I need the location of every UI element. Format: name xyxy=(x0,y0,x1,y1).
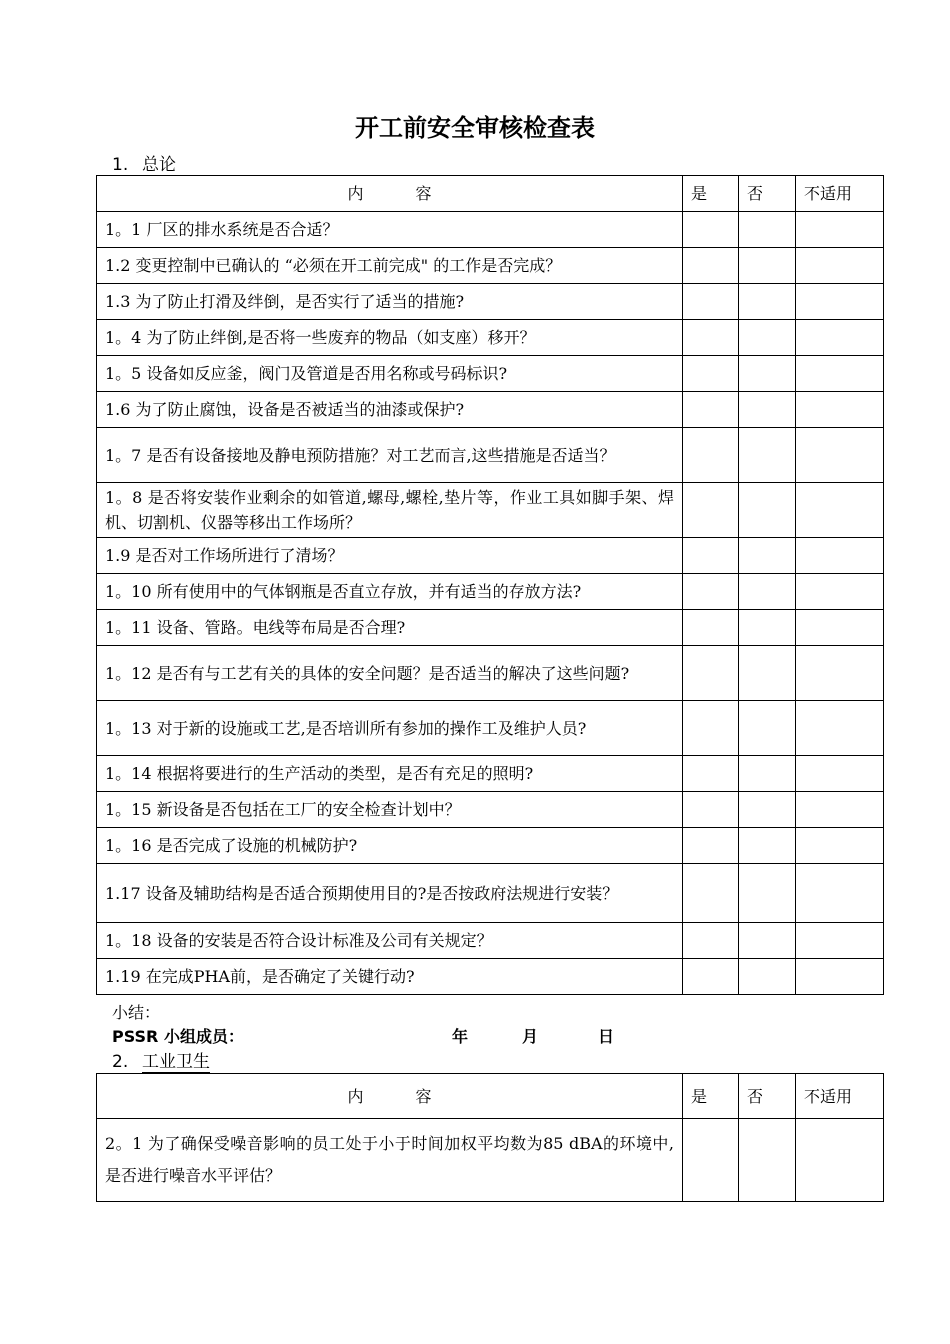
table-row xyxy=(97,483,884,538)
no-cell[interactable] xyxy=(739,574,796,610)
item-text: 1。13 对于新的设施或工艺,是否培训所有参加的操作工及维护人员? xyxy=(97,701,683,756)
date-day-label: 日 xyxy=(598,1027,615,1046)
section-1-title: 总论 xyxy=(142,155,176,175)
content-column-header: 内 容 xyxy=(97,1074,683,1119)
na-cell[interactable] xyxy=(796,864,884,923)
yes-cell[interactable] xyxy=(683,792,739,828)
section-1-number: 1. xyxy=(112,155,129,175)
item-text: 1.2 变更控制中已确认的 “必须在开工前完成" 的工作是否完成？ xyxy=(97,248,683,284)
summary-label: 小结： xyxy=(112,1003,161,1022)
na-cell[interactable] xyxy=(796,392,884,428)
na-cell[interactable] xyxy=(796,320,884,356)
table-row xyxy=(97,1119,884,1202)
yes-cell[interactable] xyxy=(683,356,739,392)
yes-cell[interactable] xyxy=(683,701,739,756)
item-text: 1。4 为了防止绊倒,是否将一些废弃的物品（如支座）移开？ xyxy=(97,320,683,356)
no-cell[interactable] xyxy=(739,248,796,284)
item-text: 1。18 设备的安装是否符合设计标准及公司有关规定？ xyxy=(97,923,683,959)
na-cell[interactable] xyxy=(796,923,884,959)
na-cell[interactable] xyxy=(796,701,884,756)
table-row xyxy=(97,864,884,923)
yes-cell[interactable] xyxy=(683,610,739,646)
section-2-heading xyxy=(112,1047,210,1072)
yes-cell[interactable] xyxy=(683,483,739,538)
no-cell[interactable] xyxy=(739,701,796,756)
table-row xyxy=(97,320,884,356)
no-cell[interactable] xyxy=(739,212,796,248)
item-text: 1。14 根据将要进行的生产活动的类型，是否有充足的照明? xyxy=(97,756,683,792)
no-cell[interactable] xyxy=(739,646,796,701)
item-text: 1。12 是否有与工艺有关的具体的安全问题？是否适当的解决了这些问题? xyxy=(97,646,683,701)
no-column-header: 否 xyxy=(739,176,796,212)
table-row xyxy=(97,428,884,483)
item-text: 2。1 为了确保受噪音影响的员工处于小于时间加权平均数为85 dBA的环境中,是否进行噪音水平评估？ xyxy=(97,1119,683,1202)
na-column-header: 不适用 xyxy=(796,1074,884,1119)
yes-cell[interactable] xyxy=(683,538,739,574)
table-row xyxy=(97,538,884,574)
date-month-label: 月 xyxy=(522,1027,539,1046)
na-cell[interactable] xyxy=(796,483,884,538)
no-cell[interactable] xyxy=(739,356,796,392)
no-cell[interactable] xyxy=(739,828,796,864)
yes-cell[interactable] xyxy=(683,212,739,248)
table-row xyxy=(97,248,884,284)
item-text: 1。10 所有使用中的气体钢瓶是否直立存放，并有适当的存放方法? xyxy=(97,574,683,610)
content-column-header: 内 容 xyxy=(97,176,683,212)
yes-cell[interactable] xyxy=(683,646,739,701)
table-row xyxy=(97,959,884,995)
no-cell[interactable] xyxy=(739,428,796,483)
na-cell[interactable] xyxy=(796,574,884,610)
no-cell[interactable] xyxy=(739,792,796,828)
table-row xyxy=(97,828,884,864)
table-row xyxy=(97,356,884,392)
na-cell[interactable] xyxy=(796,284,884,320)
na-cell[interactable] xyxy=(796,356,884,392)
item-text: 1。1 厂区的排水系统是否合适？ xyxy=(97,212,683,248)
no-cell[interactable] xyxy=(739,483,796,538)
no-cell[interactable] xyxy=(739,959,796,995)
na-cell[interactable] xyxy=(796,610,884,646)
yes-cell[interactable] xyxy=(683,320,739,356)
na-cell[interactable] xyxy=(796,1119,884,1202)
yes-cell[interactable] xyxy=(683,1119,739,1202)
na-cell[interactable] xyxy=(796,959,884,995)
yes-cell[interactable] xyxy=(683,828,739,864)
yes-column-header: 是 xyxy=(683,176,739,212)
section-1-table xyxy=(96,175,884,995)
na-cell[interactable] xyxy=(796,756,884,792)
item-text: 1。8 是否将安装作业剩余的如管道,螺母,螺栓,垫片等，作业工具如脚手架、焊机、切割机、仪器等移出工作场所？ xyxy=(97,483,683,538)
na-cell[interactable] xyxy=(796,248,884,284)
yes-cell[interactable] xyxy=(683,959,739,995)
no-cell[interactable] xyxy=(739,1119,796,1202)
yes-cell[interactable] xyxy=(683,756,739,792)
yes-cell[interactable] xyxy=(683,428,739,483)
pssr-members-label: PSSR 小组成员： xyxy=(112,1027,244,1046)
no-cell[interactable] xyxy=(739,538,796,574)
na-cell[interactable] xyxy=(796,792,884,828)
yes-cell[interactable] xyxy=(683,284,739,320)
table-row xyxy=(97,574,884,610)
section-2-table xyxy=(96,1073,884,1202)
no-cell[interactable] xyxy=(739,284,796,320)
no-cell[interactable] xyxy=(739,864,796,923)
na-cell[interactable] xyxy=(796,828,884,864)
page-title: 开工前安全审核检查表 xyxy=(355,114,595,142)
item-text: 1。5 设备如反应釜，阀门及管道是否用名称或号码标识? xyxy=(97,356,683,392)
table-row xyxy=(97,610,884,646)
item-text: 1.19 在完成PHA前，是否确定了关键行动? xyxy=(97,959,683,995)
item-text: 1。16 是否完成了设施的机械防护? xyxy=(97,828,683,864)
item-text: 1.6 为了防止腐蚀，设备是否被适当的油漆或保护? xyxy=(97,392,683,428)
table-row xyxy=(97,392,884,428)
table-row xyxy=(97,923,884,959)
no-cell[interactable] xyxy=(739,756,796,792)
table-row xyxy=(97,284,884,320)
item-text: 1.3 为了防止打滑及绊倒，是否实行了适当的措施? xyxy=(97,284,683,320)
no-cell[interactable] xyxy=(739,610,796,646)
yes-cell[interactable] xyxy=(683,574,739,610)
table-row xyxy=(97,646,884,701)
section-2-title: 工业卫生 xyxy=(142,1052,210,1072)
na-cell[interactable] xyxy=(796,212,884,248)
na-cell[interactable] xyxy=(796,538,884,574)
date-year-label: 年 xyxy=(452,1027,469,1046)
table-row xyxy=(97,701,884,756)
no-column-header: 否 xyxy=(739,1074,796,1119)
item-text: 1.9 是否对工作场所进行了清场？ xyxy=(97,538,683,574)
na-cell[interactable] xyxy=(796,646,884,701)
item-text: 1.17 设备及辅助结构是否适合预期使用目的?是否按政府法规进行安装？ xyxy=(97,864,683,923)
yes-cell[interactable] xyxy=(683,392,739,428)
yes-cell[interactable] xyxy=(683,864,739,923)
item-text: 1。15 新设备是否包括在工厂的安全检查计划中？ xyxy=(97,792,683,828)
no-cell[interactable] xyxy=(739,923,796,959)
table-row xyxy=(97,212,884,248)
na-cell[interactable] xyxy=(796,428,884,483)
section-2-number: 2. xyxy=(112,1052,129,1072)
na-column-header: 不适用 xyxy=(796,176,884,212)
no-cell[interactable] xyxy=(739,392,796,428)
table-row xyxy=(97,756,884,792)
item-text: 1。11 设备、管路。电线等布局是否合理? xyxy=(97,610,683,646)
yes-cell[interactable] xyxy=(683,248,739,284)
yes-column-header: 是 xyxy=(683,1074,739,1119)
section-1-heading xyxy=(112,150,176,175)
no-cell[interactable] xyxy=(739,320,796,356)
yes-cell[interactable] xyxy=(683,923,739,959)
table-row xyxy=(97,792,884,828)
item-text: 1。7 是否有设备接地及静电预防措施？对工艺而言,这些措施是否适当？ xyxy=(97,428,683,483)
